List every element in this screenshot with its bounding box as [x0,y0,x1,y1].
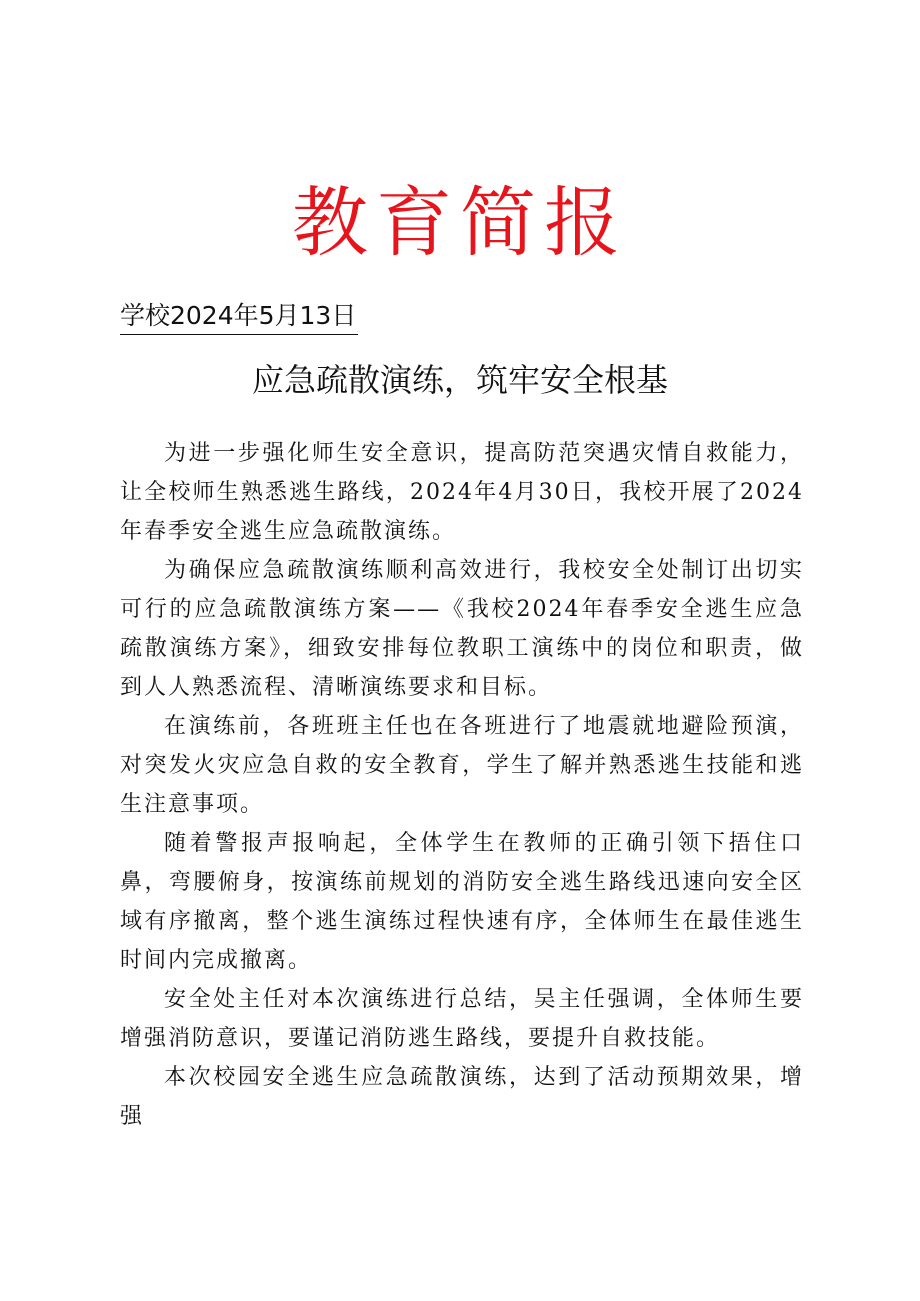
paragraph-5: 安全处主任对本次演练进行总结，吴主任强调，全体师生要增强消防意识，要谨记消防逃生路线，要提升自救技能。 [120,987,804,1051]
paragraph-2: 为确保应急疏散演练顺利高效进行，我校安全处制订出切实可行的应急疏散演练方案——《我校2024年春季安全逃生应急疏散演练方案》，细致安排每位教职工演练中的岗位和职责，做到人人熟悉流程、清晰演练要求和目标。 [120,558,804,700]
paragraph-6: 本次校园安全逃生应急疏散演练，达到了活动预期效果，增强 [120,1065,804,1129]
paragraph-1: 为进一步强化师生安全意识，提高防范突遇灾情自救能力，让全校师生熟悉逃生路线，2024年4月30日，我校开展了2024年春季安全逃生应急疏散演练。 [120,441,804,544]
article-headline: 应急疏散演练，筑牢安全根基 [251,361,668,399]
dateline: 学校2024年5月13日 [120,298,358,335]
article-body [120,434,804,1136]
masthead-title: 教育简报 [292,178,628,267]
paragraph-4: 随着警报声报响起，全体学生在教师的正确引领下捂住口鼻，弯腰俯身，按演练前规划的消防安全逃生路线迅速向安全区域有序撤离，整个逃生演练过程快速有序，全体师生在最佳逃生时间内完成撤离。 [120,831,804,973]
paragraph-3: 在演练前，各班班主任也在各班进行了地震就地避险预演，对突发火灾应急自救的安全教育，学生了解并熟悉逃生技能和逃生注意事项。 [120,714,804,817]
